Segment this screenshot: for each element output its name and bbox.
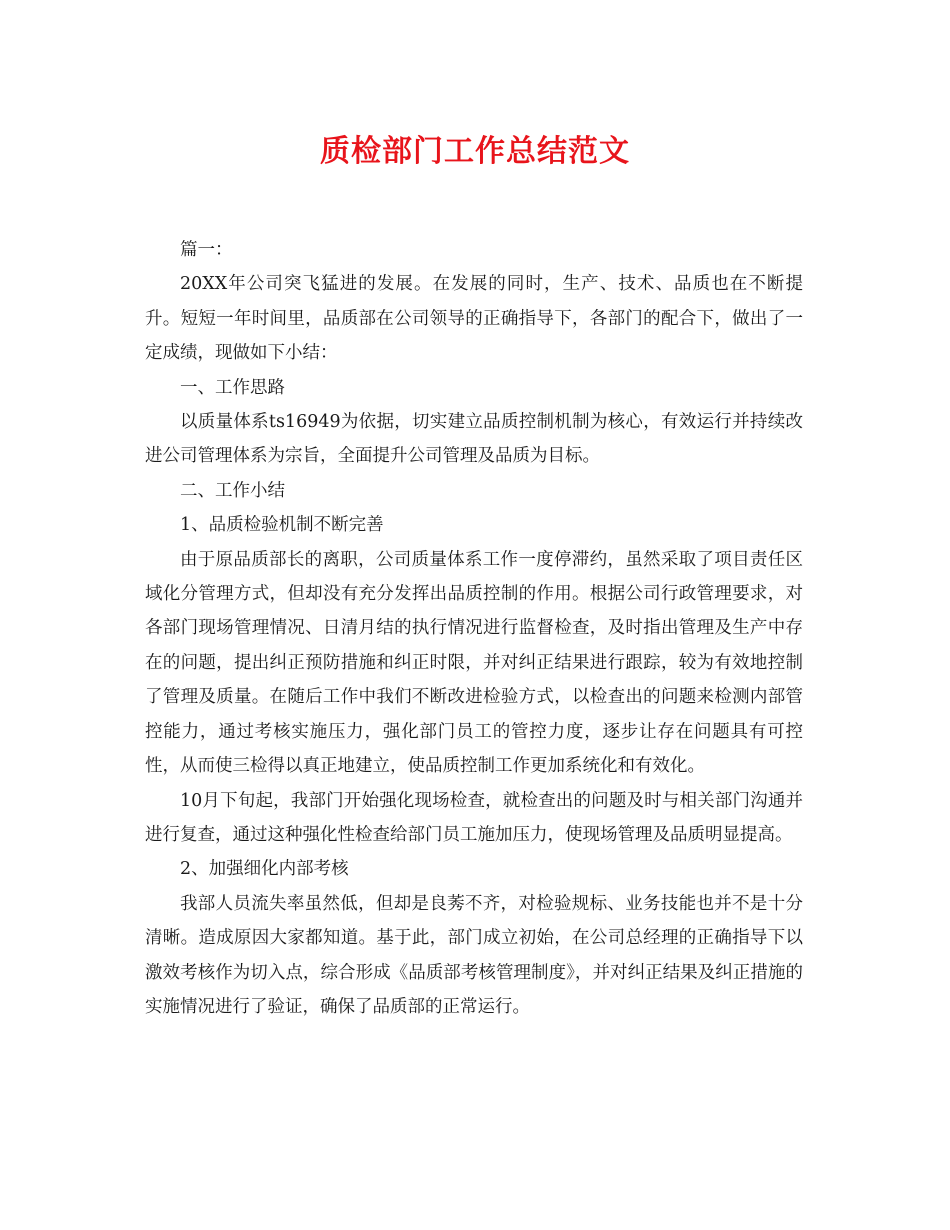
heading-work-approach: 一、工作思路: [180, 377, 285, 398]
paragraph-inspection-mechanism: 由于原品质部长的离职，公司质量体系工作一度停滞约，虽然采取了项目责任区域化分管理方式，但却没有充分发挥出品质控制的作用。根据公司行政管理要求，对各部门现场管理情况、日清月结的执行情况进行监督检查，及时指出管理及生产中存在的问题，提出纠正预防措施和纠正时限，并对纠正结果进行跟踪，较为有效地控制了管理及质量。在随后工作中我们不断改进检验方式，以检查出的问题来检测内部管控能力，通过考核实施压力，强化部门员工的管控力度，逐步让存在问题具有可控性，从而使三检得以真正地建立，使品质控制工作更加系统化和有效化。: [145, 549, 803, 777]
paragraph-intro: 20XX年公司突飞猛进的发展。在发展的同时，生产、技术、品质也在不断提升。短短一年时间里，品质部在公司领导的正确指导下，各部门的配合下，做出了一定成绩，现做如下小结：: [145, 274, 803, 364]
paragraph-internal-assessment: 我部人员流失率虽然低，但却是良莠不齐，对检验规标、业务技能也并不是十分清晰。造成原因大家都知道。基于此，部门成立初始，在公司总经理的正确指导下以激效考核作为切入点，综合形成《品质部考核管理制度》，并对纠正结果及纠正措施的实施情况进行了验证，确保了品质部的正常运行。: [145, 893, 803, 1017]
document-title: 质检部门工作总结范文: [320, 134, 630, 169]
paragraph-work-approach: 以质量体系ts16949为依据，切实建立品质控制机制为核心，有效运行并持续改进公司管理体系为宗旨，全面提升公司管理及品质为目标。: [145, 412, 803, 467]
subheading-inspection-mechanism: 1、品质检验机制不断完善: [180, 515, 384, 536]
heading-work-summary: 二、工作小结: [180, 480, 285, 501]
paragraph-october-inspection: 10月下旬起，我部门开始强化现场检查，就检查出的问题及时与相关部门沟通并进行复查，通过这种强化性检查给部门员工施加压力，使现场管理及品质明显提高。: [145, 790, 803, 845]
subheading-internal-assessment: 2、加强细化内部考核: [180, 859, 349, 880]
document-body: [145, 233, 803, 1024]
paragraph-part-one-label: 篇一：: [180, 240, 233, 260]
